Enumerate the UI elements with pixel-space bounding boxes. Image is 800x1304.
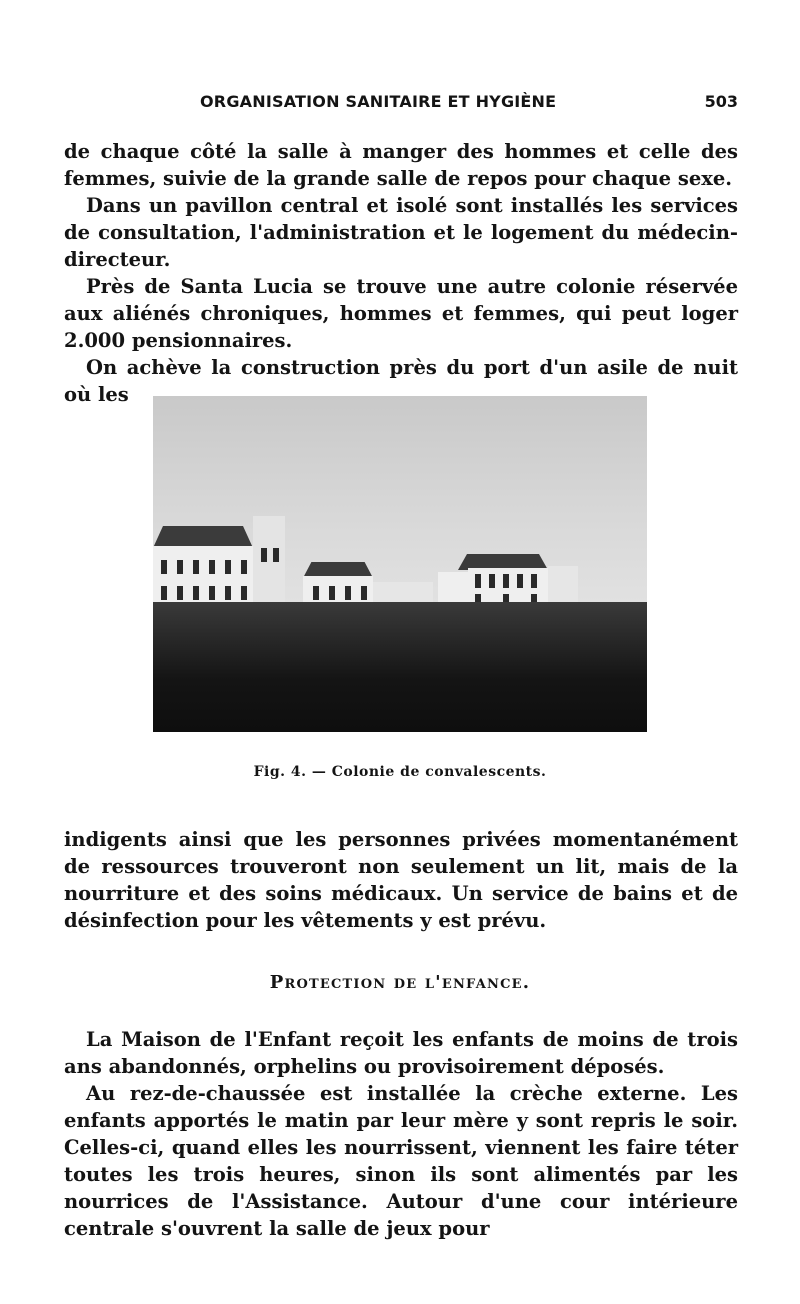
figure-caption: Fig. 4. — Colonie de convalescents. — [253, 764, 547, 780]
photo-building-roof — [153, 526, 253, 548]
paragraph: Au rez-de-chaussée est installée la crèche externe. Les enfants apportés le matin par leur mère y sont repris le soir. Celles-ci, quand elles les nourrissent, viennent les faire téter toutes les trois heures, sinon ils sont alimentés par les nourrices de l'Assistance. Autour d'une cour intérieure centrale s'ouvrent la salle de jeux pour — [64, 1082, 738, 1240]
section-heading: Protection de l'enfance. — [269, 972, 531, 993]
running-head — [64, 92, 738, 116]
top-text-block — [64, 138, 738, 408]
running-title: ORGANISATION SANITAIRE ET HYGIÈNE — [200, 92, 557, 111]
photo-vegetation — [153, 602, 647, 732]
middle-text-block — [64, 826, 738, 934]
paragraph: Dans un pavillon central et isolé sont installés les services de consultation, l'administration et le logement du médecin-directeur. — [64, 194, 738, 271]
paragraph: On achève la construction près du port d'un asile de nuit où les — [64, 356, 738, 406]
page-number: 503 — [704, 92, 738, 111]
bottom-text-block — [64, 1026, 738, 1242]
paragraph: Près de Santa Lucia se trouve une autre colonie réservée aux aliénés chroniques, hommes et femmes, qui peut loger 2.000 pensionnaires. — [64, 275, 738, 352]
paragraph: de chaque côté la salle à manger des hommes et celle des femmes, suivie de la grande salle de repos pour chaque sexe. — [64, 140, 738, 190]
photo-building-tower — [253, 516, 285, 612]
paragraph: indigents ainsi que les personnes privées momentanément de ressources trouveront non seulement un lit, mais de la nourriture et des soins médicaux. Un service de bains et de désinfection pour les vêtements y est prévu. — [64, 828, 738, 932]
photograph-convalescent-colony — [153, 396, 647, 732]
paragraph: La Maison de l'Enfant reçoit les enfants de moins de trois ans abandonnés, orphelins ou provisoirement déposés. — [64, 1028, 738, 1078]
